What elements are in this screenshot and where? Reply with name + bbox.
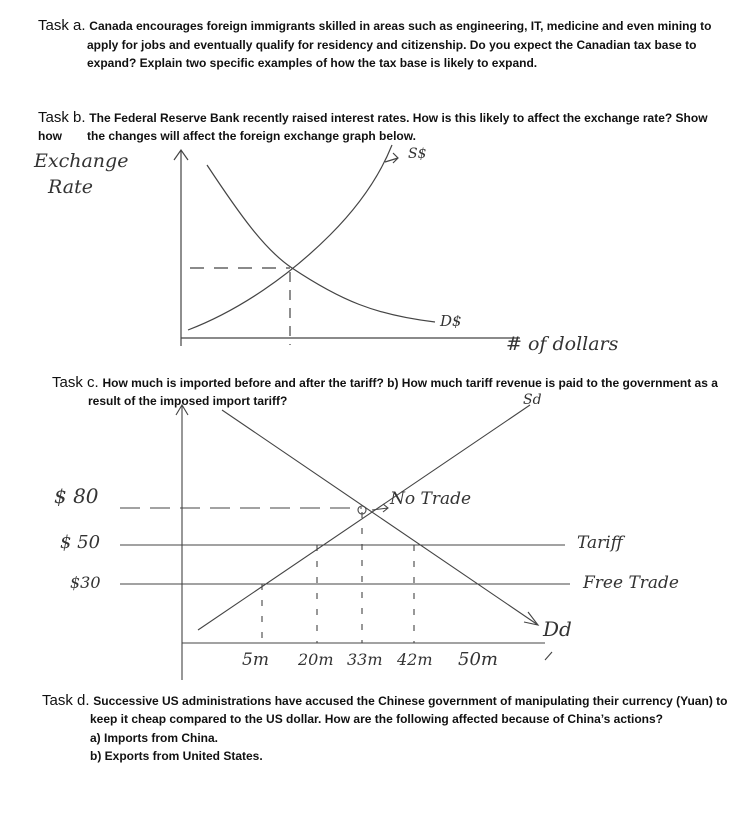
graph-b-xlabel: # of dollars bbox=[506, 333, 619, 355]
task-a-text-line2: apply for jobs and eventually qualify for residency and citizenship. Do you expect the Canadian tax base to bbox=[87, 38, 697, 52]
domestic-supply-line bbox=[198, 405, 530, 630]
task-d-item-b: b) Exports from United States. bbox=[90, 749, 263, 763]
graph-b-demand-label: D$ bbox=[440, 312, 462, 330]
task-d-text-line2: keep it cheap compared to the US dollar. How are the following affected because of China’s actions? bbox=[90, 712, 664, 726]
task-a-label: Task a. bbox=[38, 17, 86, 34]
qty-20m-label: 20m bbox=[298, 650, 334, 669]
graph-c-demand-label: Dd bbox=[543, 617, 572, 641]
price-30-label: $30 bbox=[70, 573, 101, 592]
no-trade-label: No Trade bbox=[390, 489, 472, 509]
task-b-text-line2: the changes will affect the foreign exchange graph below. bbox=[87, 129, 416, 143]
qty-5m-label: 5m bbox=[242, 650, 269, 670]
tariff-label: Tariff bbox=[577, 533, 623, 553]
task-c-text-line1: How much is imported before and after the tariff? b) How much tariff revenue is paid to the government as a bbox=[102, 376, 718, 390]
task-d-text-line1: Successive US administrations have accused the Chinese government of manipulating their currency (Yuan) to bbox=[93, 694, 728, 708]
qty-42m-label: 42m bbox=[397, 650, 433, 669]
task-c-text-line2: result of the imposed import tariff? bbox=[88, 394, 288, 408]
price-50-label: $ 50 bbox=[60, 532, 101, 553]
graph-b-ylabel-line1: Exchange bbox=[34, 150, 129, 172]
demand-arrow bbox=[524, 612, 538, 625]
graph-c-supply-label: Sd bbox=[523, 392, 542, 408]
qty-50m-label: 50m bbox=[458, 649, 498, 670]
domestic-demand-line bbox=[222, 410, 538, 625]
free-trade-label: Free Trade bbox=[583, 573, 679, 593]
task-d-item-a: a) Imports from China. bbox=[90, 731, 219, 745]
task-c-label: Task c. bbox=[52, 374, 99, 391]
task-a-text-line1: Canada encourages foreign immigrants skilled in areas such as engineering, IT, medicine and even mining to bbox=[89, 19, 712, 33]
graph-c-x-arrow bbox=[545, 652, 552, 660]
task-a-text-line3: expand? Explain two specific examples of how the tax base is likely to expand. bbox=[87, 56, 538, 70]
qty-33m-label: 33m bbox=[347, 650, 383, 669]
graph-b-supply-label: S$ bbox=[408, 146, 427, 162]
graph-b-ylabel-line2: Rate bbox=[48, 176, 93, 198]
task-d-label: Task d. bbox=[42, 692, 90, 709]
task-b-label: Task b. bbox=[38, 109, 86, 126]
task-b-text-line1: The Federal Reserve Bank recently raised interest rates. How is this likely to affect the exchange rate? Show how bbox=[38, 111, 708, 143]
price-80-label: $ 80 bbox=[54, 484, 99, 508]
